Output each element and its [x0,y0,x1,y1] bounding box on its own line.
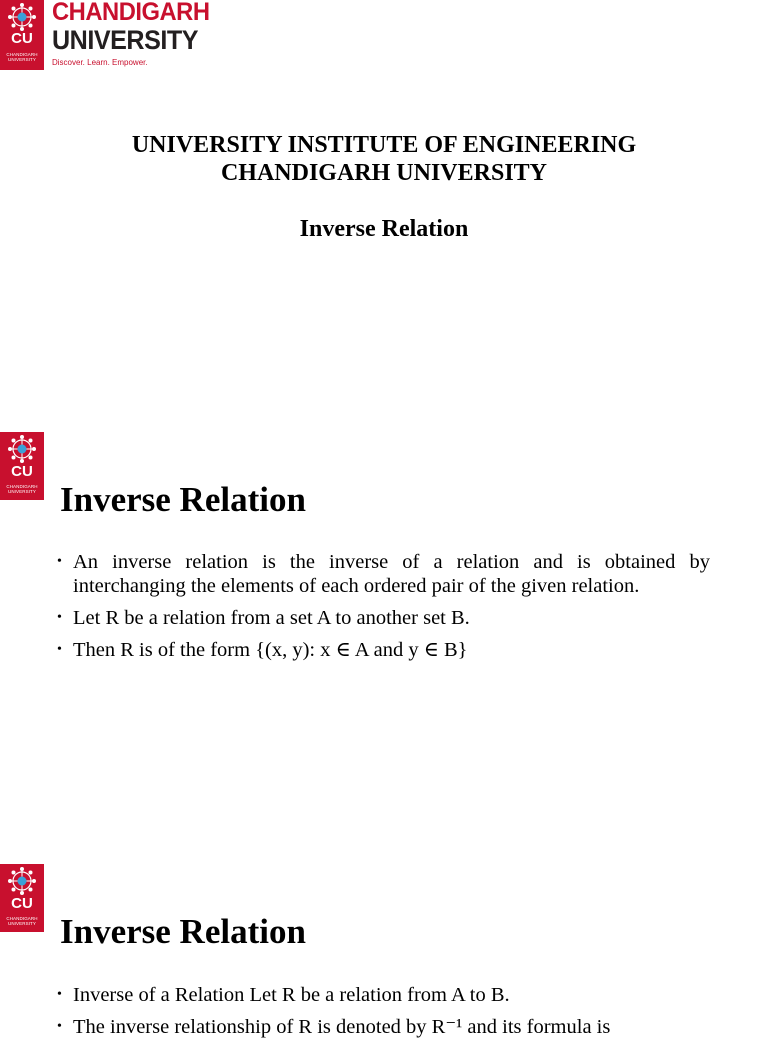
emblem-text: CU [11,895,33,912]
wordmark-tagline: Discover. Learn. Empower. [52,58,148,67]
slide-heading: Inverse Relation [60,480,306,519]
bullet-list [57,550,710,670]
cu-emblem-icon [0,864,44,932]
institute-title: UNIVERSITY INSTITUTE OF ENGINEERING [131,132,637,158]
bullet-item: • Let R be a relation from a set A to another set B. [57,607,470,629]
bullet-icon: • [57,554,62,569]
bullet-item: • Inverse of a Relation Let R be a relation from A to B. [57,984,510,1006]
emblem-text: CU [11,30,33,47]
bullet-icon: • [57,610,62,625]
cu-emblem-icon [0,432,44,500]
wordmark-line2: UNIVERSITY [52,25,199,55]
emblem-subtext: CHANDIGARH UNIVERSITY [6,52,38,62]
bullet-list [57,983,710,1047]
bullet-icon: • [57,1019,62,1034]
content-slide-2 [0,864,768,1038]
wordmark-line1: CHANDIGARH [52,0,210,26]
bullet-icon: • [57,987,62,1002]
content-slide-1 [0,432,768,864]
university-title: CHANDIGARH UNIVERSITY [220,160,548,186]
emblem-subtext: CHANDIGARH UNIVERSITY [6,916,38,926]
title-slide [0,0,768,432]
bullet-icon: • [57,642,62,657]
subject-title: Inverse Relation [299,216,469,242]
cu-emblem-icon [0,0,44,70]
bullet-item: • The inverse relationship of R is denoted by R⁻¹ and its formula is [57,1016,611,1038]
bullet-item: • An inverse relation is the inverse of a relation and is obtained by interchanging the elements of each ordered pair of the given relation. [57,551,710,597]
emblem-text: CU [11,463,33,480]
bullet-item: • Then R is of the form {(x, y): x ∈ A and y ∈ B} [57,639,468,661]
slide-heading: Inverse Relation [60,912,306,951]
emblem-subtext: CHANDIGARH UNIVERSITY [6,484,38,494]
